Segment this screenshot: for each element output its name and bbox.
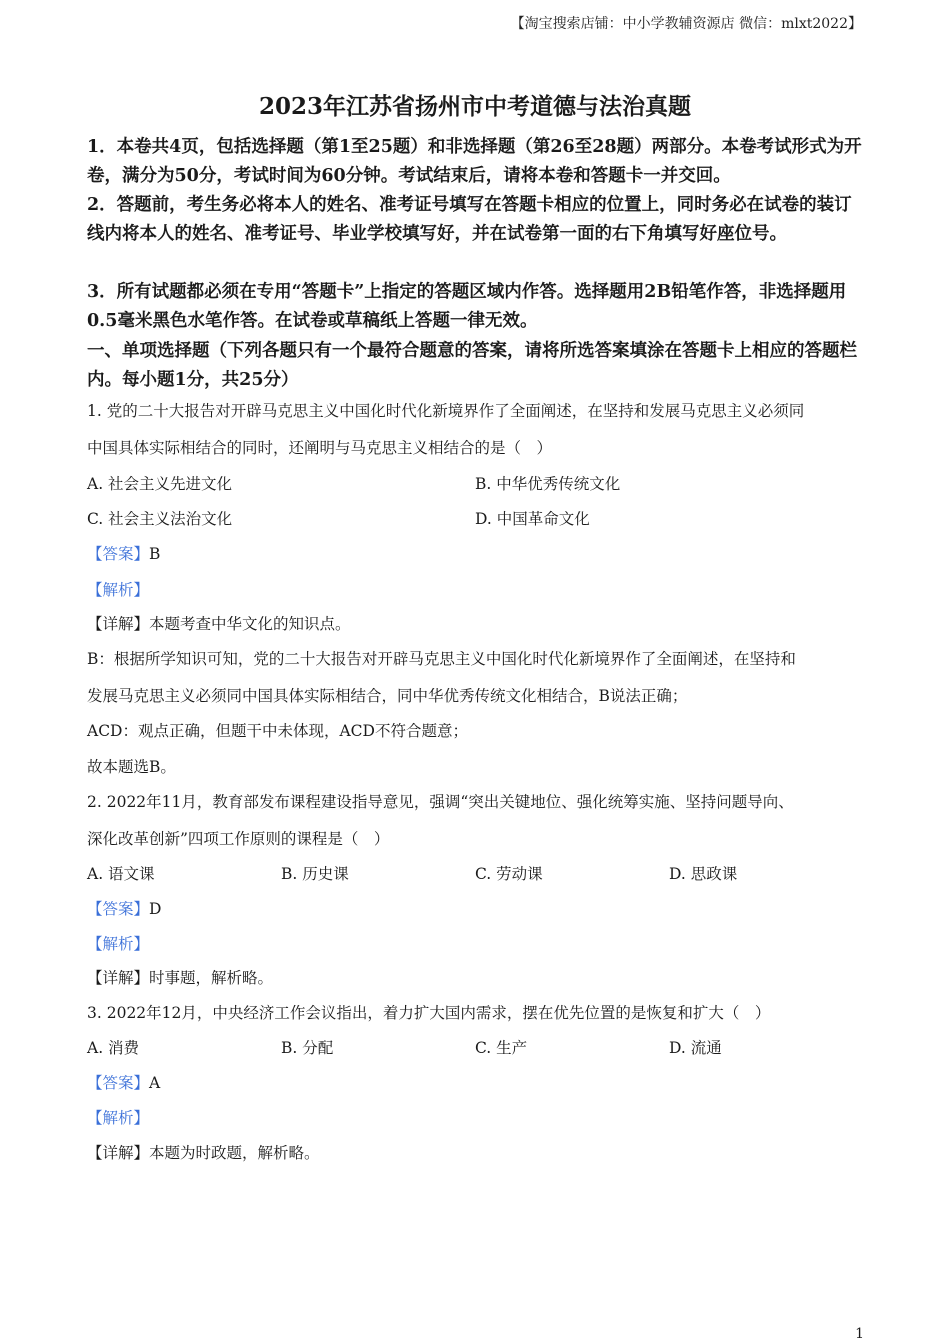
q3-answer bbox=[87, 1071, 160, 1093]
detail-text: 本题考查中华文化的知识点。 bbox=[149, 615, 351, 633]
q2-stem-line-2: 深化改革创新”四项工作原则的课程是（ ） bbox=[87, 830, 390, 848]
q1-detail bbox=[87, 612, 351, 634]
q2-detail bbox=[87, 966, 273, 988]
q3-detail bbox=[87, 1141, 320, 1163]
q1-explain-2: 发展马克思主义必须同中国具体实际相结合，同中华优秀传统文化相结合，B说法正确； bbox=[87, 687, 688, 705]
q1-option-c: C. 社会主义法治文化 bbox=[87, 510, 233, 528]
q2-option-d: D. 思政课 bbox=[669, 865, 738, 883]
q1-option-a: A. 社会主义先进文化 bbox=[87, 475, 233, 493]
q3-option-c: C. 生产 bbox=[475, 1039, 528, 1057]
q1-option-b: B. 中华优秀传统文化 bbox=[475, 475, 621, 493]
instruction-2: 2．答题前，考生务必将本人的姓名、准考证号填写在答题卡相应的位置上，同时务必在试卷的装订线内将本人的姓名、准考证号、毕业学校填写好，并在试卷第一面的右下角填写好座位号。 bbox=[87, 195, 852, 244]
q1-stem-line-1: 1. 党的二十大报告对开辟马克思主义中国化时代化新境界作了全面阐述，在坚持和发展马克思主义必须同 bbox=[87, 402, 805, 420]
q2-answer bbox=[87, 897, 161, 919]
answer-label: 【答案】 bbox=[87, 900, 150, 918]
answer-label: 【答案】 bbox=[87, 1074, 150, 1092]
analysis-label: 【解析】 bbox=[87, 935, 150, 953]
q3-option-d: D. 流通 bbox=[669, 1039, 722, 1057]
page-number: 1 bbox=[855, 1326, 864, 1342]
header-note: 【淘宝搜索店铺：中小学教辅资源店 微信：mlxt2022】 bbox=[510, 16, 862, 32]
answer-value: D bbox=[149, 900, 162, 918]
detail-label: 【详解】 bbox=[87, 1144, 150, 1162]
detail-text: 本题为时政题，解析略。 bbox=[149, 1144, 320, 1162]
q1-explain-4: 故本题选B。 bbox=[87, 758, 176, 776]
q1-analysis bbox=[87, 578, 149, 600]
detail-label: 【详解】 bbox=[87, 615, 150, 633]
q3-analysis bbox=[87, 1106, 149, 1128]
instruction-3: 3．所有试题都必须在专用“答题卡”上指定的答题区域内作答。选择题用2B铅笔作答，非选择题用0.5毫米黑色水笔作答。在试卷或草稿纸上答题一律无效。 bbox=[87, 282, 847, 331]
q1-explain-1: B：根据所学知识可知，党的二十大报告对开辟马克思主义中国化时代化新境界作了全面阐述，在坚持和 bbox=[87, 650, 796, 668]
page-title: 2023年江苏省扬州市中考道德与法治真题 bbox=[258, 93, 691, 120]
answer-value: A bbox=[149, 1074, 161, 1092]
detail-text: 时事题，解析略。 bbox=[149, 969, 274, 987]
q1-explain-3: ACD：观点正确，但题干中未体现，ACD不符合题意； bbox=[87, 722, 468, 740]
q3-option-b: B. 分配 bbox=[281, 1039, 334, 1057]
q3-option-a: A. 消费 bbox=[87, 1039, 140, 1057]
q2-option-c: C. 劳动课 bbox=[475, 865, 543, 883]
detail-label: 【详解】 bbox=[87, 969, 150, 987]
q2-stem-line-1: 2. 2022年11月，教育部发布课程建设指导意见，强调“突出关键地位、强化统筹实施、坚持问题导向、 bbox=[87, 793, 794, 811]
q2-option-a: A. 语文课 bbox=[87, 865, 155, 883]
answer-value: B bbox=[149, 545, 161, 563]
instruction-1: 1．本卷共4页，包括选择题（第1至25题）和非选择题（第26至28题）两部分。本卷考试形式为开卷，满分为50分，考试时间为60分钟。考试结束后，请将本卷和答题卡一并交回。 bbox=[87, 137, 862, 186]
q1-answer bbox=[87, 542, 160, 564]
q2-option-b: B. 历史课 bbox=[281, 865, 349, 883]
analysis-label: 【解析】 bbox=[87, 581, 150, 599]
q1-option-d: D. 中国革命文化 bbox=[475, 510, 590, 528]
q2-analysis bbox=[87, 932, 149, 954]
answer-label: 【答案】 bbox=[87, 545, 150, 563]
q3-stem: 3. 2022年12月，中央经济工作会议指出，着力扩大国内需求，摆在优先位置的是恢复和扩大（ ） bbox=[87, 1004, 771, 1022]
section-title: 一、单项选择题（下列各题只有一个最符合题意的答案，请将所选答案填涂在答题卡上相应的答题栏内。每小题1分，共25分） bbox=[87, 341, 857, 390]
q1-stem-line-2: 中国具体实际相结合的同时，还阐明与马克思主义相结合的是（ ） bbox=[87, 439, 553, 457]
analysis-label: 【解析】 bbox=[87, 1109, 150, 1127]
